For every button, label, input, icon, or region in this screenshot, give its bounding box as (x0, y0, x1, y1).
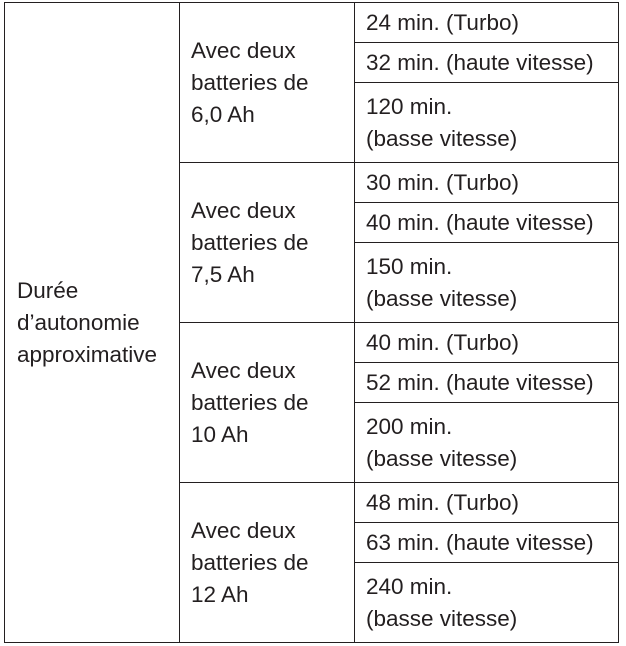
battery-group-7-5ah (180, 163, 355, 323)
runtime-value-high-speed: 52 min. (haute vitesse) (355, 363, 619, 403)
battery-group-line: batteries de (191, 389, 309, 415)
battery-group-10ah (180, 323, 355, 483)
battery-group-line: Avec deux (191, 37, 296, 63)
battery-group-line: 10 Ah (191, 421, 249, 447)
battery-group-12ah (180, 483, 355, 643)
runtime-value-line: 240 min. (366, 573, 453, 599)
battery-group-line: Avec deux (191, 357, 296, 383)
runtime-value-line: 120 min. (366, 93, 453, 119)
runtime-label-line: Durée (17, 277, 79, 303)
runtime-value-low-speed (355, 83, 619, 163)
runtime-value-high-speed: 32 min. (haute vitesse) (355, 43, 619, 83)
runtime-value-turbo: 30 min. (Turbo) (355, 163, 619, 203)
runtime-value-low-speed (355, 243, 619, 323)
battery-group-line: batteries de (191, 69, 309, 95)
runtime-value-low-speed (355, 403, 619, 483)
runtime-label-line: d’autonomie (17, 309, 140, 335)
battery-group-line: batteries de (191, 229, 309, 255)
runtime-label-line: approximative (17, 341, 158, 367)
runtime-value-high-speed: 63 min. (haute vitesse) (355, 523, 619, 563)
runtime-label-cell (5, 3, 180, 643)
battery-group-line: Avec deux (191, 517, 296, 543)
battery-group-line: 12 Ah (191, 581, 249, 607)
battery-group-line: batteries de (191, 549, 309, 575)
runtime-value-line: (basse vitesse) (366, 125, 518, 151)
runtime-value-line: (basse vitesse) (366, 605, 518, 631)
runtime-value-high-speed: 40 min. (haute vitesse) (355, 203, 619, 243)
battery-group-6ah (180, 3, 355, 163)
runtime-value-turbo: 24 min. (Turbo) (355, 3, 619, 43)
runtime-value-line: 200 min. (366, 413, 453, 439)
runtime-table (4, 2, 619, 643)
runtime-value-turbo: 40 min. (Turbo) (355, 323, 619, 363)
battery-group-line: 7,5 Ah (191, 261, 255, 287)
battery-group-line: 6,0 Ah (191, 101, 255, 127)
runtime-value-line: (basse vitesse) (366, 285, 518, 311)
battery-group-line: Avec deux (191, 197, 296, 223)
table-row (5, 3, 619, 43)
runtime-value-turbo: 48 min. (Turbo) (355, 483, 619, 523)
runtime-value-line: (basse vitesse) (366, 445, 518, 471)
runtime-value-low-speed (355, 563, 619, 643)
runtime-value-line: 150 min. (366, 253, 453, 279)
